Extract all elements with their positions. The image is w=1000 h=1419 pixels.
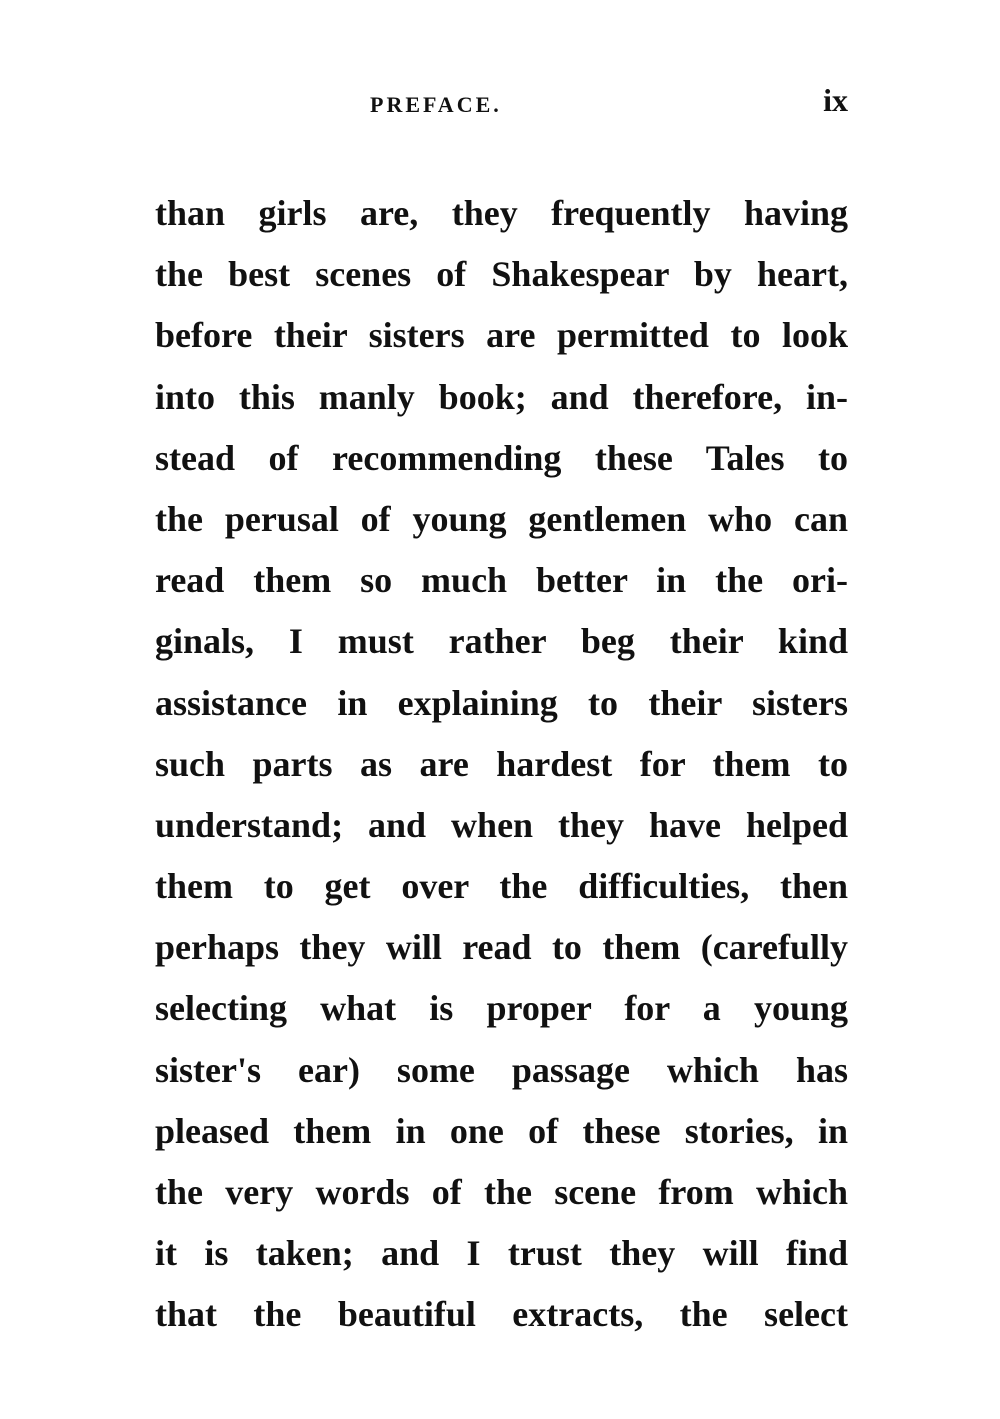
text-line: the perusal of young gentlemen who can [155, 498, 848, 539]
text-line: into this manly book; and therefore, in- [155, 376, 848, 417]
text-line: that the beautiful extracts, the select [155, 1294, 848, 1335]
text-line: them to get over the difficulties, then [155, 866, 848, 907]
body-text [155, 183, 848, 1346]
text-line: before their sisters are permitted to look [155, 315, 848, 356]
text-line: perhaps they will read to them (carefully [155, 927, 848, 968]
text-line: read them so much better in the ori- [155, 560, 848, 601]
text-line: stead of recommending these Tales to [155, 437, 848, 478]
text-line: such parts as are hardest for them to [155, 743, 848, 784]
text-line: the very words of the scene from which [155, 1172, 848, 1212]
text-line: pleased them in one of these stories, in [155, 1110, 848, 1151]
running-title: PREFACE. [370, 92, 502, 117]
page-number: ix [823, 82, 848, 118]
page-header [155, 82, 848, 128]
text-line: understand; and when they have helped [155, 804, 848, 845]
text-line: assistance in explaining to their sisters [155, 682, 848, 723]
text-line: it is taken; and I trust they will find [155, 1233, 848, 1274]
text-line: than girls are, they frequently having [155, 193, 848, 233]
text-line: ginals, I must rather beg their kind [155, 621, 848, 662]
text-line: the best scenes of Shakespear by heart, [155, 254, 848, 295]
text-line: selecting what is proper for a young [155, 988, 848, 1029]
text-line: sister's ear) some passage which has [155, 1049, 848, 1090]
